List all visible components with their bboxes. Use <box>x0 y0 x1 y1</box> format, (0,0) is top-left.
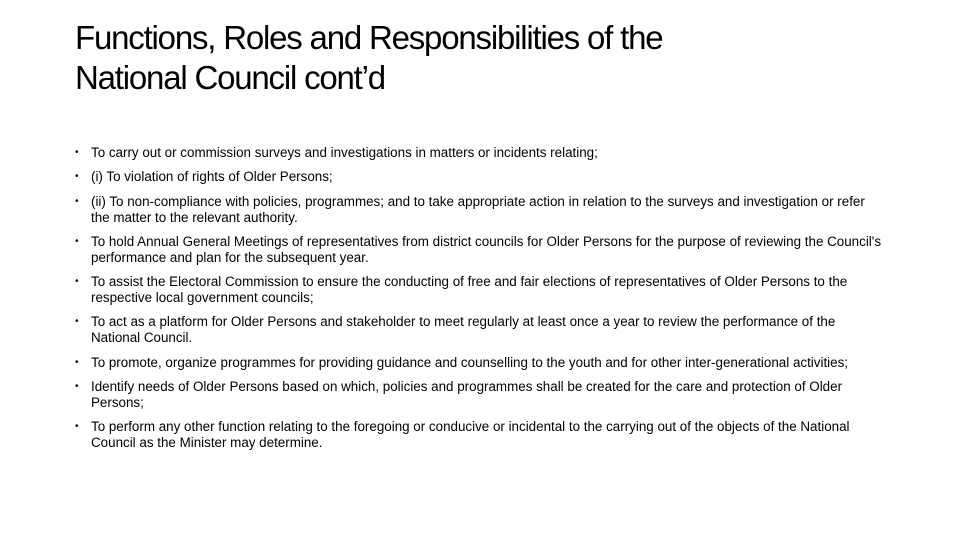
bullet-icon: • <box>75 235 79 247</box>
list-item-text: To hold Annual General Meetings of representatives from district councils for Older Persons for the purpose of reviewing the Council's performance and plan for the subsequent year. <box>91 233 882 265</box>
slide-title-line-2: National Council cont’d <box>75 59 385 96</box>
list-item <box>75 194 885 226</box>
bullet-icon: • <box>75 316 79 328</box>
list-item <box>75 419 885 451</box>
list-item <box>75 145 885 161</box>
bullet-icon: • <box>75 276 79 288</box>
list-item <box>75 314 885 346</box>
list-item <box>75 274 885 306</box>
list-item-text: Identify needs of Older Persons based on which, policies and programmes shall be created for the care and protection of Older Persons; <box>91 379 843 411</box>
bullet-list <box>75 145 885 460</box>
bullet-icon: • <box>75 356 79 368</box>
list-item-text: To perform any other function relating to the foregoing or conducive or incidental to the carrying out of the objects of the National Council as the Minister may determine. <box>91 419 850 451</box>
list-item-text: (ii) To non-compliance with policies, programmes; and to take appropriate action in relation to the surveys and investigation or refer the matter to the relevant authority. <box>91 193 865 225</box>
list-item-text: (i) To violation of rights of Older Persons; <box>91 169 333 185</box>
slide-title <box>75 18 895 98</box>
slide-title-line-1: Functions, Roles and Responsibilities of the <box>75 19 663 56</box>
list-item-text: To act as a platform for Older Persons and stakeholder to meet regularly at least once a year to review the performance of the National Council. <box>91 314 836 346</box>
list-item-text: To carry out or commission surveys and investigations in matters or incidents relating; <box>91 145 598 160</box>
list-item-text: To promote, organize programmes for providing guidance and counselling to the youth and for other inter-generational activities; <box>91 354 849 370</box>
list-item <box>75 234 885 266</box>
list-item-text: To assist the Electoral Commission to ensure the conducting of free and fair elections of representatives of Older Persons to the respective local government councils; <box>91 274 848 306</box>
bullet-icon: • <box>75 421 79 433</box>
bullet-icon: • <box>75 171 79 183</box>
bullet-icon: • <box>75 195 79 207</box>
list-item <box>75 355 885 371</box>
bullet-icon: • <box>75 147 79 158</box>
bullet-icon: • <box>75 381 79 393</box>
list-item <box>75 379 885 411</box>
list-item <box>75 169 885 185</box>
